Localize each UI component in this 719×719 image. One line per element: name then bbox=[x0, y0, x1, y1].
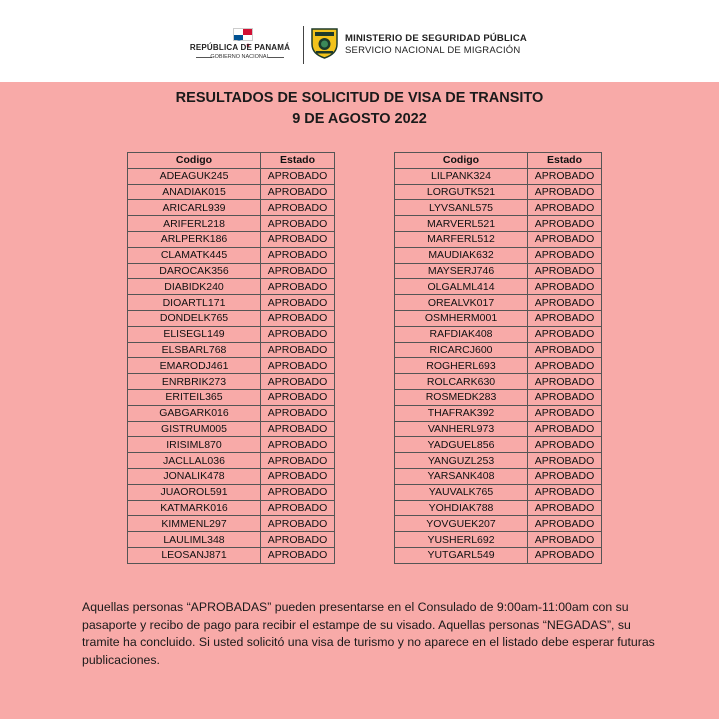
application-status: APROBADO bbox=[261, 295, 335, 311]
applicant-code: THAFRAK392 bbox=[395, 405, 528, 421]
applicant-code: RICARCJ600 bbox=[395, 342, 528, 358]
column-header-code: Codigo bbox=[395, 153, 528, 169]
application-status: APROBADO bbox=[261, 279, 335, 295]
table-row bbox=[395, 532, 602, 548]
application-status: APROBADO bbox=[528, 342, 602, 358]
applicant-code: OLGALML414 bbox=[395, 279, 528, 295]
applicant-code: GISTRUM005 bbox=[128, 421, 261, 437]
application-status: APROBADO bbox=[261, 437, 335, 453]
application-status: APROBADO bbox=[528, 295, 602, 311]
applicant-code: LORGUTK521 bbox=[395, 184, 528, 200]
applicant-code: MARVERL521 bbox=[395, 216, 528, 232]
table-row bbox=[395, 389, 602, 405]
column-header-state: Estado bbox=[261, 153, 335, 169]
application-status: APROBADO bbox=[261, 326, 335, 342]
application-status: APROBADO bbox=[528, 405, 602, 421]
application-status: APROBADO bbox=[528, 279, 602, 295]
ministry-name: MINISTERIO DE SEGURIDAD PÚBLICA bbox=[345, 33, 527, 44]
application-status: APROBADO bbox=[528, 231, 602, 247]
application-status: APROBADO bbox=[528, 500, 602, 516]
application-status: APROBADO bbox=[261, 231, 335, 247]
table-row bbox=[395, 326, 602, 342]
table-header-row bbox=[395, 153, 602, 169]
table-row bbox=[128, 437, 335, 453]
table-row bbox=[395, 437, 602, 453]
application-status: APROBADO bbox=[528, 263, 602, 279]
applicant-code: YADGUEL856 bbox=[395, 437, 528, 453]
column-header-code: Codigo bbox=[128, 153, 261, 169]
applicant-code: YAUVALK765 bbox=[395, 484, 528, 500]
applicant-code: ARLPERK186 bbox=[128, 231, 261, 247]
applicant-code: YUSHERL692 bbox=[395, 532, 528, 548]
application-status: APROBADO bbox=[261, 421, 335, 437]
migracion-shield-icon bbox=[311, 26, 338, 59]
application-status: APROBADO bbox=[261, 516, 335, 532]
application-status: APROBADO bbox=[261, 484, 335, 500]
applicant-code: ELISEGL149 bbox=[128, 326, 261, 342]
application-status: APROBADO bbox=[528, 516, 602, 532]
applicant-code: DAROCAK356 bbox=[128, 263, 261, 279]
application-status: APROBADO bbox=[261, 453, 335, 469]
applicant-code: IRISIML870 bbox=[128, 437, 261, 453]
applicant-code: OREALVK017 bbox=[395, 295, 528, 311]
table-row bbox=[128, 484, 335, 500]
table-row bbox=[128, 358, 335, 374]
service-name: SERVICIO NACIONAL DE MIGRACIÓN bbox=[345, 45, 521, 56]
table-row bbox=[395, 263, 602, 279]
table-row bbox=[128, 295, 335, 311]
table-row bbox=[128, 326, 335, 342]
applicant-code: YARSANK408 bbox=[395, 468, 528, 484]
application-status: APROBADO bbox=[261, 405, 335, 421]
table-row bbox=[128, 421, 335, 437]
applicant-code: LYVSANL575 bbox=[395, 200, 528, 216]
applicant-code: MARFERL512 bbox=[395, 231, 528, 247]
table-row bbox=[128, 500, 335, 516]
table-row bbox=[128, 310, 335, 326]
application-status: APROBADO bbox=[528, 484, 602, 500]
table-row bbox=[128, 453, 335, 469]
applicant-code: LAULIML348 bbox=[128, 532, 261, 548]
application-status: APROBADO bbox=[261, 184, 335, 200]
table-row bbox=[128, 184, 335, 200]
table-row bbox=[128, 231, 335, 247]
application-status: APROBADO bbox=[528, 468, 602, 484]
table-row bbox=[395, 231, 602, 247]
table-row bbox=[395, 484, 602, 500]
table-row bbox=[395, 184, 602, 200]
table-header-row bbox=[128, 153, 335, 169]
applicant-code: YOVGUEK207 bbox=[395, 516, 528, 532]
application-status: APROBADO bbox=[528, 168, 602, 184]
table-row bbox=[395, 374, 602, 390]
instructions-note: Aquellas personas “APROBADAS” pueden presentarse en el Consulado de 9:00am-11:00am con su pasaporte y recibo de pago para recibir el estampe de su visado. Aquellas personas “NEGADAS”, su tramite ha concluido. Si usted solicitó una visa de turismo y no aparece en el listado debe esperar futuras publicaciones. bbox=[82, 600, 655, 667]
application-status: APROBADO bbox=[261, 547, 335, 563]
application-status: APROBADO bbox=[261, 500, 335, 516]
applicant-code: KIMMENL297 bbox=[128, 516, 261, 532]
table-row bbox=[395, 547, 602, 563]
applicant-code: GABGARK016 bbox=[128, 405, 261, 421]
table-row bbox=[128, 405, 335, 421]
table-row bbox=[128, 532, 335, 548]
table-row bbox=[395, 342, 602, 358]
applicant-code: ENRBRIK273 bbox=[128, 374, 261, 390]
table-row bbox=[128, 374, 335, 390]
application-status: APROBADO bbox=[261, 200, 335, 216]
applicant-code: ADEAGUK245 bbox=[128, 168, 261, 184]
application-status: APROBADO bbox=[261, 468, 335, 484]
applicant-code: YOHDIAK788 bbox=[395, 500, 528, 516]
results-table-right bbox=[394, 152, 602, 564]
table-row bbox=[128, 389, 335, 405]
application-status: APROBADO bbox=[528, 326, 602, 342]
application-status: APROBADO bbox=[261, 342, 335, 358]
table-row bbox=[128, 342, 335, 358]
table-row bbox=[128, 263, 335, 279]
table-row bbox=[128, 200, 335, 216]
applicant-code: DONDELK765 bbox=[128, 310, 261, 326]
table-row bbox=[395, 200, 602, 216]
application-status: APROBADO bbox=[261, 358, 335, 374]
applicant-code: RAFDIAK408 bbox=[395, 326, 528, 342]
applicant-code: DIOARTL171 bbox=[128, 295, 261, 311]
applicant-code: DIABIDK240 bbox=[128, 279, 261, 295]
application-status: APROBADO bbox=[528, 453, 602, 469]
applicant-code: ARIFERL218 bbox=[128, 216, 261, 232]
applicant-code: ARICARL939 bbox=[128, 200, 261, 216]
table-row bbox=[395, 516, 602, 532]
divider bbox=[268, 57, 284, 58]
table-row bbox=[395, 468, 602, 484]
column-header-state: Estado bbox=[528, 153, 602, 169]
panama-flag-icon bbox=[233, 28, 253, 41]
table-row bbox=[128, 468, 335, 484]
page-header bbox=[0, 0, 719, 82]
table-row bbox=[395, 295, 602, 311]
application-status: APROBADO bbox=[528, 547, 602, 563]
table-row bbox=[395, 421, 602, 437]
applicant-code: ROSMEDK283 bbox=[395, 389, 528, 405]
applicant-code: OSMHERM001 bbox=[395, 310, 528, 326]
table-row bbox=[395, 168, 602, 184]
applicant-code: MAYSERJ746 bbox=[395, 263, 528, 279]
applicant-code: JONALIK478 bbox=[128, 468, 261, 484]
application-status: APROBADO bbox=[261, 389, 335, 405]
application-status: APROBADO bbox=[528, 247, 602, 263]
applicant-code: KATMARK016 bbox=[128, 500, 261, 516]
application-status: APROBADO bbox=[261, 374, 335, 390]
table-row bbox=[128, 516, 335, 532]
header-separator bbox=[303, 26, 304, 64]
results-table-left bbox=[127, 152, 335, 564]
application-status: APROBADO bbox=[261, 168, 335, 184]
table-row bbox=[128, 168, 335, 184]
table-row bbox=[395, 358, 602, 374]
applicant-code: MAUDIAK632 bbox=[395, 247, 528, 263]
application-status: APROBADO bbox=[528, 216, 602, 232]
applicant-code: ROGHERL693 bbox=[395, 358, 528, 374]
application-status: APROBADO bbox=[261, 532, 335, 548]
applicant-code: YUTGARL549 bbox=[395, 547, 528, 563]
table-row bbox=[395, 453, 602, 469]
application-status: APROBADO bbox=[528, 421, 602, 437]
applicant-code: EMARODJ461 bbox=[128, 358, 261, 374]
page-title: RESULTADOS DE SOLICITUD DE VISA DE TRANSITO bbox=[175, 90, 544, 106]
table-row bbox=[128, 547, 335, 563]
application-status: APROBADO bbox=[261, 310, 335, 326]
page-date: 9 DE AGOSTO 2022 bbox=[292, 111, 427, 127]
table-row bbox=[395, 500, 602, 516]
applicant-code: CLAMATK445 bbox=[128, 247, 261, 263]
government-name: GOBIERNO NACIONAL bbox=[210, 54, 270, 60]
application-status: APROBADO bbox=[528, 532, 602, 548]
table-row bbox=[128, 216, 335, 232]
table-row bbox=[128, 247, 335, 263]
applicant-code: VANHERL973 bbox=[395, 421, 528, 437]
applicant-code: LILPANK324 bbox=[395, 168, 528, 184]
republic-name: REPÚBLICA DE PANAMÁ bbox=[189, 43, 291, 52]
application-status: APROBADO bbox=[528, 310, 602, 326]
application-status: APROBADO bbox=[528, 374, 602, 390]
table-row bbox=[395, 279, 602, 295]
table-row bbox=[395, 405, 602, 421]
table-row bbox=[395, 216, 602, 232]
applicant-code: ANADIAK015 bbox=[128, 184, 261, 200]
applicant-code: ELSBARL768 bbox=[128, 342, 261, 358]
application-status: APROBADO bbox=[261, 216, 335, 232]
application-status: APROBADO bbox=[528, 437, 602, 453]
application-status: APROBADO bbox=[261, 247, 335, 263]
table-row bbox=[395, 310, 602, 326]
table-row bbox=[128, 279, 335, 295]
applicant-code: JUAOROL591 bbox=[128, 484, 261, 500]
application-status: APROBADO bbox=[528, 358, 602, 374]
applicant-code: LEOSANJ871 bbox=[128, 547, 261, 563]
table-row bbox=[395, 247, 602, 263]
application-status: APROBADO bbox=[528, 200, 602, 216]
application-status: APROBADO bbox=[261, 263, 335, 279]
applicant-code: YANGUZL253 bbox=[395, 453, 528, 469]
application-status: APROBADO bbox=[528, 184, 602, 200]
applicant-code: JACLLAL036 bbox=[128, 453, 261, 469]
applicant-code: ROLCARK630 bbox=[395, 374, 528, 390]
applicant-code: ERITEIL365 bbox=[128, 389, 261, 405]
application-status: APROBADO bbox=[528, 389, 602, 405]
